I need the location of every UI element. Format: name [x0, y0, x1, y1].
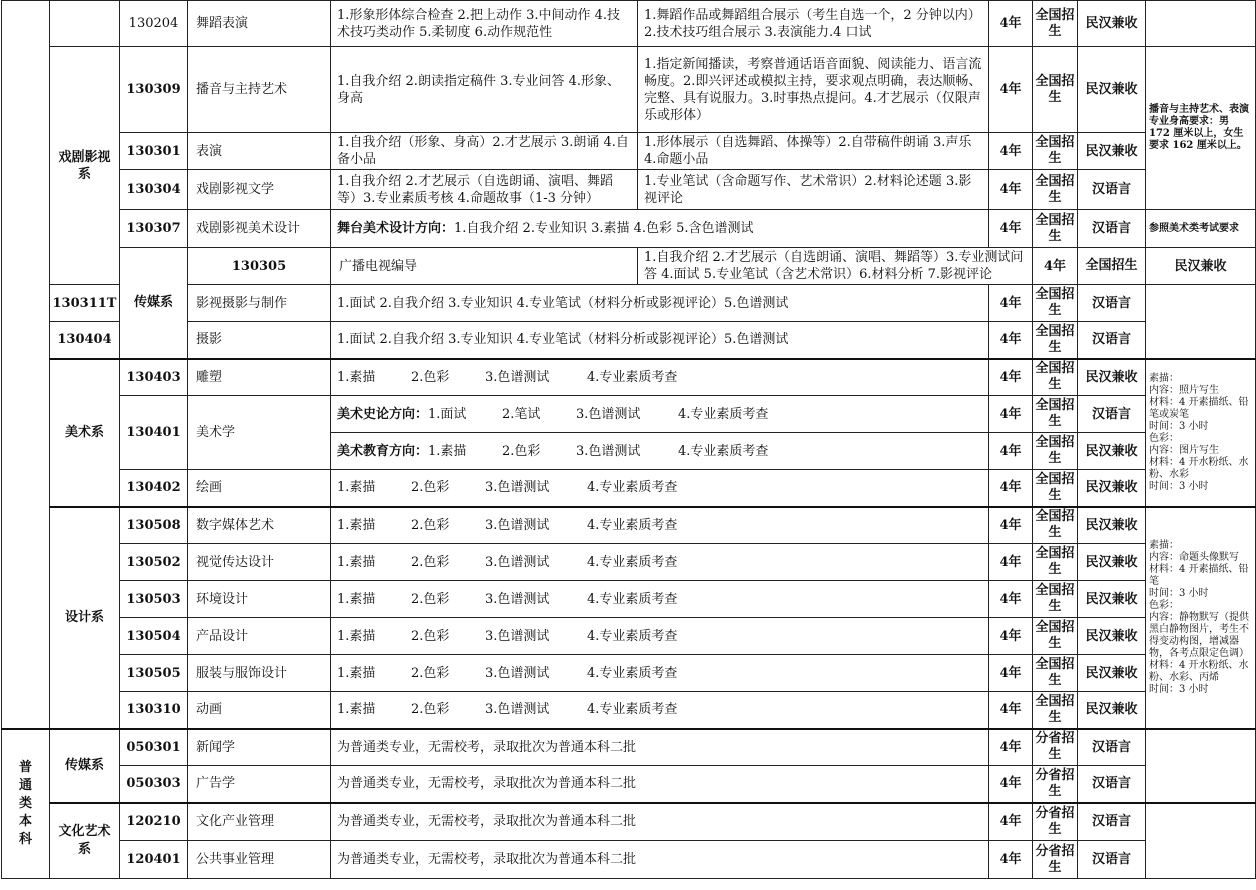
direction-label: 美术史论方向： [337, 406, 429, 422]
recruit-scope: 分省招生 [1033, 803, 1078, 841]
exam-item: 3.色谱测试 [485, 369, 550, 385]
dept-culture [50, 803, 120, 879]
recruit-scope: 全国招生 [1033, 396, 1078, 433]
recruit-scope: 全国招生 [1033, 1, 1078, 47]
major-code: 130402 [120, 470, 188, 507]
major-name: 文化产业管理 [188, 803, 331, 841]
years: 4年 [989, 396, 1033, 433]
years: 4年 [989, 322, 1033, 359]
years: 4年 [989, 47, 1033, 133]
direction-label: 美术教育方向： [337, 443, 429, 459]
exam-item: 4.专业素质考查 [587, 369, 678, 385]
major-name: 表演 [188, 133, 331, 170]
years: 4年 [989, 618, 1033, 655]
recruit-scope: 全国招生 [1033, 433, 1078, 470]
category-general [2, 729, 50, 879]
major-name: 播音与主持艺术 [188, 47, 331, 133]
exam-content: 1.自我介绍 2.才艺展示（自选朗诵、演唱、舞蹈等）3.专业测试问答 4.面试 5.专业笔试（含艺术常识）6.材料分析 7.影视评论 [638, 248, 1033, 285]
years: 4年 [989, 841, 1033, 879]
major-name: 美术学 [188, 396, 331, 470]
table-row [2, 692, 1256, 729]
exam-content: 为普通类专业，无需校考，录取批次为普通本科二批 [331, 841, 989, 879]
exam-item: 1.素描 [337, 702, 376, 718]
exam-item: 2.色彩 [411, 591, 450, 607]
language: 民汉兼收 [1078, 133, 1146, 170]
table-row [2, 359, 1256, 396]
years: 4年 [989, 803, 1033, 841]
exam-item: 1.素描 [337, 628, 376, 644]
major-name: 雕塑 [188, 359, 331, 396]
major-code: 130403 [120, 359, 188, 396]
table-row [2, 655, 1256, 692]
table-row [2, 170, 1256, 210]
exam-item: 4.专业素质考查 [587, 591, 678, 607]
table-row [2, 766, 1256, 803]
recruit-scope: 全国招生 [1033, 507, 1078, 544]
table-row [2, 544, 1256, 581]
major-code: 130503 [120, 581, 188, 618]
exam-item: 4.专业素质考查 [587, 702, 678, 718]
exam-item: 2.色彩 [411, 665, 450, 681]
first-exam: 1.自我介绍 2.朗读指定稿件 3.专业问答 4.形象、身高 [331, 47, 638, 133]
major-code: 050303 [120, 766, 188, 803]
exam-item: 4.专业素质考查 [587, 665, 678, 681]
major-name: 舞蹈表演 [188, 1, 331, 47]
recruit-scope: 全国招生 [1033, 692, 1078, 729]
exam-content: 1.面试 2.自我介绍 3.专业知识 4.专业笔试（材料分析或影视评论）5.色谱测试 [331, 322, 989, 359]
exam-item: 2.色彩 [411, 628, 450, 644]
table-row [2, 285, 1256, 322]
exam-text: 1.自我介绍 2.专业知识 3.素描 4.色彩 5.含色谱测试 [454, 221, 754, 236]
recruit-scope: 全国招生 [1033, 47, 1078, 133]
exam-content [331, 210, 989, 248]
exam-item: 3.色谱测试 [485, 591, 550, 607]
dept-drama: 戏剧影视系 [50, 47, 120, 285]
major-name: 绘画 [188, 470, 331, 507]
table-row [2, 396, 1256, 433]
first-exam: 1.自我介绍 2.才艺展示（自选朗诵、演唱、舞蹈等）3.专业素质考核 4.命题故事（1-3 分钟） [331, 170, 638, 210]
exam-item: 4.专业素质考查 [678, 443, 769, 459]
major-name: 动画 [188, 692, 331, 729]
years: 4年 [989, 470, 1033, 507]
dept-art: 美术系 [50, 359, 120, 507]
table-row [2, 47, 1256, 133]
exam-item: 1.素描 [337, 517, 376, 533]
note-cell [1146, 729, 1256, 803]
years: 4年 [989, 581, 1033, 618]
exam-item: 3.色谱测试 [485, 517, 550, 533]
exam-content [331, 544, 989, 581]
second-exam: 1.形体展示（自选舞蹈、体操等）2.自带稿件朗诵 3.声乐 4.命题小品 [638, 133, 989, 170]
table-row [2, 322, 1256, 359]
language: 汉语言 [1078, 729, 1146, 766]
recruit-scope: 全国招生 [1033, 470, 1078, 507]
table-row [2, 507, 1256, 544]
exam-item: 1.素描 [337, 369, 376, 385]
major-code: 050301 [120, 729, 188, 766]
major-code: 130305 [188, 248, 331, 285]
exam-item: 2.色彩 [411, 702, 450, 718]
exam-content [331, 655, 989, 692]
exam-content [331, 618, 989, 655]
exam-item: 3.色谱测试 [485, 628, 550, 644]
exam-item: 1.素描 [337, 554, 376, 570]
note-design [1146, 507, 1256, 729]
language: 民汉兼收 [1078, 544, 1146, 581]
language: 民汉兼收 [1078, 655, 1146, 692]
exam-item: 2.色彩 [411, 480, 450, 496]
exam-content [331, 581, 989, 618]
major-code: 130508 [120, 507, 188, 544]
years: 4年 [1033, 248, 1078, 285]
major-code: 130204 [120, 1, 188, 47]
category-label: 普通类本科 [18, 759, 32, 847]
language: 汉语言 [1078, 210, 1146, 248]
exam-item: 2.色彩 [411, 554, 450, 570]
language: 汉语言 [1078, 322, 1146, 359]
major-name: 环境设计 [188, 581, 331, 618]
second-exam: 1.专业笔试（含命题写作、艺术常识）2.材料论述题 3.影视评论 [638, 170, 989, 210]
exam-content: 为普通类专业，无需校考，录取批次为普通本科二批 [331, 766, 989, 803]
years: 4年 [989, 544, 1033, 581]
major-name: 新闻学 [188, 729, 331, 766]
language: 民汉兼收 [1078, 359, 1146, 396]
exam-content: 为普通类专业，无需校考，录取批次为普通本科二批 [331, 803, 989, 841]
recruit-scope: 全国招生 [1033, 618, 1078, 655]
recruit-scope: 全国招生 [1033, 655, 1078, 692]
major-name: 摄影 [188, 322, 331, 359]
note-text: 素描： 内容：照片写生 材料：4 开素描纸、铅笔或炭笔 时间：3 小时 色彩： 内容：图片写生 材料：4 开水粉纸、水粉、水彩 时间：3 小时 [1149, 372, 1249, 492]
recruit-scope: 全国招生 [1033, 581, 1078, 618]
exam-content [331, 396, 989, 433]
note-art [1146, 359, 1256, 507]
admissions-table [1, 0, 1256, 879]
years: 4年 [989, 133, 1033, 170]
note-height: 播音与主持艺术、表演专业身高要求：男 172 厘米以上，女生要求 162 厘米以上。 [1146, 47, 1256, 210]
major-code: 130401 [120, 396, 188, 470]
major-name: 数字媒体艺术 [188, 507, 331, 544]
exam-item: 1.素描 [337, 665, 376, 681]
years: 4年 [989, 359, 1033, 396]
major-code: 130502 [120, 544, 188, 581]
second-exam: 1.指定新闻播读，考察普通话语音面貌、阅读能力、语言流畅度。2.即兴评述或模拟主持，要求观点明确，表达顺畅、完整、具有说服力。3.时事热点提问。4.才艺展示（仅限声乐或形体） [638, 47, 989, 133]
exam-content [331, 433, 989, 470]
exam-content [331, 692, 989, 729]
major-code: 130307 [120, 210, 188, 248]
first-exam: 1.自我介绍（形象、身高）2.才艺展示 3.朗诵 4.自备小品 [331, 133, 638, 170]
exam-content: 为普通类专业，无需校考，录取批次为普通本科二批 [331, 729, 989, 766]
years: 4年 [989, 729, 1033, 766]
exam-item: 3.色谱测试 [576, 443, 641, 459]
major-code: 130504 [120, 618, 188, 655]
recruit-scope: 分省招生 [1033, 841, 1078, 879]
table-row [2, 133, 1256, 170]
years: 4年 [989, 170, 1033, 210]
language: 汉语言 [1078, 396, 1146, 433]
major-name: 戏剧影视文学 [188, 170, 331, 210]
exam-item: 2.色彩 [411, 369, 450, 385]
language: 民汉兼收 [1078, 470, 1146, 507]
major-code: 130404 [50, 322, 120, 359]
exam-item: 3.色谱测试 [576, 406, 641, 422]
major-name: 视觉传达设计 [188, 544, 331, 581]
exam-item: 4.专业素质考查 [678, 406, 769, 422]
major-name: 广播电视编导 [331, 248, 638, 285]
recruit-scope: 全国招生 [1033, 322, 1078, 359]
exam-item: 1.面试 [428, 406, 467, 422]
table-row [2, 470, 1256, 507]
years: 4年 [989, 692, 1033, 729]
dept-label: 文化艺术系 [58, 823, 111, 857]
language: 民汉兼收 [1078, 433, 1146, 470]
note-cell [1146, 803, 1256, 879]
exam-item: 4.专业素质考查 [587, 554, 678, 570]
major-name: 服装与服饰设计 [188, 655, 331, 692]
language: 汉语言 [1078, 841, 1146, 879]
dept-design: 设计系 [50, 507, 120, 729]
recruit-scope: 全国招生 [1078, 248, 1146, 285]
years: 4年 [989, 766, 1033, 803]
exam-content [331, 470, 989, 507]
language: 民汉兼收 [1078, 692, 1146, 729]
recruit-scope: 全国招生 [1033, 359, 1078, 396]
table-row [2, 803, 1256, 841]
recruit-scope: 全国招生 [1033, 170, 1078, 210]
language: 汉语言 [1078, 285, 1146, 322]
exam-item: 3.色谱测试 [485, 480, 550, 496]
exam-item: 4.专业素质考查 [587, 517, 678, 533]
major-code: 130310 [120, 692, 188, 729]
major-code: 130309 [120, 47, 188, 133]
table-row [2, 210, 1256, 248]
recruit-scope: 分省招生 [1033, 729, 1078, 766]
years: 4年 [989, 433, 1033, 470]
exam-item: 4.专业素质考查 [587, 480, 678, 496]
recruit-scope: 分省招生 [1033, 766, 1078, 803]
major-name: 产品设计 [188, 618, 331, 655]
major-name: 戏剧影视美术设计 [188, 210, 331, 248]
first-exam: 1.形象形体综合检查 2.把上动作 3.中间动作 4.技术技巧类动作 5.柔韧度 6.动作规范性 [331, 1, 638, 47]
exam-item: 4.专业素质考查 [587, 628, 678, 644]
dept-media: 传媒系 [120, 248, 188, 359]
major-code: 130311T [50, 285, 120, 322]
exam-item: 1.素描 [337, 480, 376, 496]
years: 4年 [989, 507, 1033, 544]
note-stage: 参照美术类考试要求 [1146, 210, 1256, 248]
language: 汉语言 [1078, 170, 1146, 210]
exam-item: 2.笔试 [502, 406, 541, 422]
major-name: 公共事业管理 [188, 841, 331, 879]
table-row [2, 729, 1256, 766]
major-code: 130304 [120, 170, 188, 210]
exam-item: 1.素描 [337, 591, 376, 607]
exam-content [331, 359, 989, 396]
language: 民汉兼收 [1146, 248, 1256, 285]
exam-item: 1.素描 [428, 443, 467, 459]
exam-content [331, 507, 989, 544]
exam-content: 1.面试 2.自我介绍 3.专业知识 4.专业笔试（材料分析或影视评论）5.色谱测试 [331, 285, 989, 322]
major-code: 120210 [120, 803, 188, 841]
language: 民汉兼收 [1078, 581, 1146, 618]
major-code: 130301 [120, 133, 188, 170]
direction-label: 舞台美术设计方向： [337, 221, 455, 236]
note-cell [1146, 1, 1256, 47]
table-row [2, 581, 1256, 618]
major-code: 120401 [120, 841, 188, 879]
major-code: 130505 [120, 655, 188, 692]
language: 民汉兼收 [1078, 618, 1146, 655]
exam-item: 3.色谱测试 [485, 702, 550, 718]
second-exam: 1.舞蹈作品或舞蹈组合展示（考生自选一个，2 分钟以内）2.技术技巧组合展示 3.表演能力.4 口试 [638, 1, 989, 47]
exam-item: 2.色彩 [411, 517, 450, 533]
table-row [2, 248, 1256, 285]
years: 4年 [989, 1, 1033, 47]
note-text: 素描： 内容：命题头像默写 材料：4 开素描纸、铅笔 时间：3 小时 色彩： 内容：静物默写（提供黑白静物图片，考生不得变动构图，增减器物，各考点限定色调） 材料：4 开水粉纸、水粉、水彩、丙烯 时间：3 小时 [1149, 539, 1249, 695]
exam-item: 3.色谱测试 [485, 554, 550, 570]
table-row [2, 618, 1256, 655]
years: 4年 [989, 655, 1033, 692]
language: 民汉兼收 [1078, 507, 1146, 544]
major-name: 影视摄影与制作 [188, 285, 331, 322]
dept-cell [50, 1, 120, 47]
years: 4年 [989, 210, 1033, 248]
language: 民汉兼收 [1078, 47, 1146, 133]
recruit-scope: 全国招生 [1033, 285, 1078, 322]
dept-media2: 传媒系 [50, 729, 120, 803]
language: 汉语言 [1078, 766, 1146, 803]
language: 民汉兼收 [1078, 1, 1146, 47]
recruit-scope: 全国招生 [1033, 133, 1078, 170]
language: 汉语言 [1078, 803, 1146, 841]
recruit-scope: 全国招生 [1033, 210, 1078, 248]
exam-item: 3.色谱测试 [485, 665, 550, 681]
major-name: 广告学 [188, 766, 331, 803]
years: 4年 [989, 285, 1033, 322]
table-row [2, 1, 1256, 47]
recruit-scope: 全国招生 [1033, 544, 1078, 581]
category-cell [2, 1, 50, 729]
exam-item: 2.色彩 [502, 443, 541, 459]
table-row [2, 841, 1256, 879]
